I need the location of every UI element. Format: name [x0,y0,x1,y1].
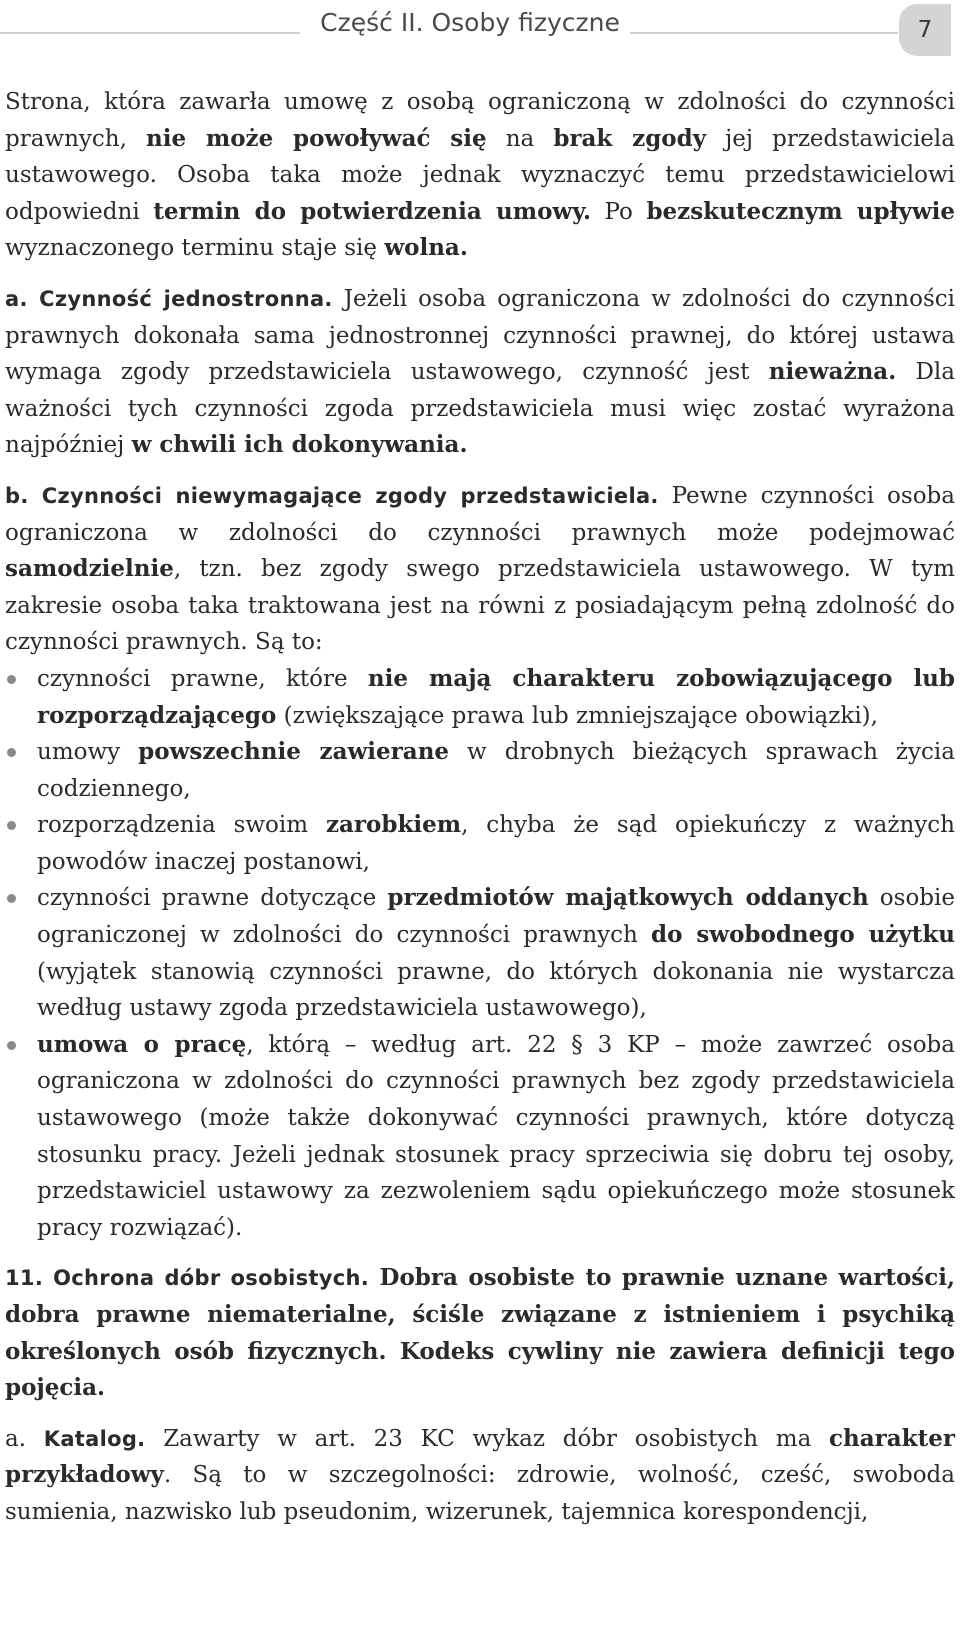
bullet-icon [7,1041,16,1050]
text: czynności prawne, które [37,665,368,692]
bold-text: samodzielnie [5,555,174,583]
text: (zwiększające prawa lub zmniejszające obowiązki), [276,702,878,729]
bold-text: w chwili ich dokonywania. [131,431,468,459]
subheading: a. Czynność jednostronna. [5,286,333,311]
text: Dobra osobiste to prawnie uznane wartości, dobra prawne niematerialne, ściśle związane z istnieniem i psychiką określonych osób fizycznych. Kodeks cywliny nie zawiera definicji tego pojęcia. [5,1264,956,1402]
page-number-tab [899,4,951,56]
bold-text: do swobodnego użytku [651,921,955,949]
text: Pewne czynności osoba ograniczona w zdolności do czynności prawnych może podejmować [5,482,955,546]
text: . Są to w szczegolności: zdrowie, wolność, cześć, swoboda sumienia, nazwisko lub pseudonim, wizerunek, tajemnica korespondencji, [5,1462,955,1525]
text: a. [5,1425,44,1452]
bold-text: nieważna. [768,358,897,386]
text: , tzn. bez zgody swego przedstawiciela ustawowego. W tym zakresie osoba taka traktowana jest na równi z posiadającym pełną zdolność do czynności prawnych. Są to: [5,556,955,656]
list-item [5,661,955,734]
bullet-icon [7,748,16,757]
text: Zawarty w art. 23 KC wykaz dóbr osobistych ma [145,1425,830,1452]
bullet-list [5,661,955,1247]
bold-text: nie mają charakteru zobowiązującego lub rozporządzającego [37,664,955,729]
text: czynności prawne dotyczące [37,885,388,912]
text: na [486,125,554,152]
text: wyznaczonego terminu staje się [5,235,385,262]
page-number: 7 [917,17,933,43]
text: w drobnych bieżących sprawach życia codziennego, [37,739,955,802]
text: Po [590,198,647,225]
list-item [5,734,955,807]
text: Jeżeli osoba ograniczona w zdolności do czynności prawnych dokonała sama jednostronnej czynności prawnej, do której ustawa wymaga zgody przedstawiciela ustawowego, czynność jest [5,285,955,386]
text: (wyjątek stanowią czynności prawne, do których dokonania nie wystarcza według ustawy zgoda przedstawiciela ustawowego), [37,958,955,1022]
bold-text: bezskutecznym upływie [646,197,955,225]
text: umowy [37,739,139,766]
text: Dla ważności tych czynności zgoda przedstawiciela musi więc zostać wyrażona najpóźniej [5,359,955,459]
subheading: b. Czynności niewymagające zgody przedstawiciela. [5,483,659,508]
header-rule-right [630,32,898,34]
list-item [5,880,955,1026]
text: jej przedstawiciela ustawowego. Osoba taka może jednak wyznaczyć temu przedstawicielowi odpowiedni [5,125,955,225]
paragraph-acts-without-consent [5,478,955,661]
bold-text: umowa o pracę [37,1030,247,1058]
bullet-icon [7,821,16,830]
list-item [5,1027,955,1247]
paragraph-unilateral-act [5,281,955,464]
text: Strona, która zawarła umowę z osobą ograniczoną w zdolności do czynności prawnych, [5,89,955,152]
running-header: Część II. Osoby fizyczne [320,8,620,37]
bold-text: nie może powoływać się [146,124,487,152]
bold-text: powszechnie zawierane [138,738,450,766]
text: rozporządzenia swoim [37,812,326,839]
list-item [5,807,955,880]
page-body [5,84,955,1531]
section-heading: 11. Ochrona dóbr osobistych. [5,1266,370,1291]
text: , chyba że sąd opiekuńczy z ważnych powodów inaczej postanowi, [37,812,955,875]
paragraph-catalog [5,1421,955,1531]
bullet-icon [7,894,16,903]
bold-text: brak zgody [553,124,707,152]
bold-text: wolna. [384,234,468,262]
bold-text: charakter przykładowy [5,1424,955,1489]
subheading: Katalog. [43,1426,146,1451]
header-rule-left [0,32,300,34]
bold-text: przedmiotów majątkowych oddanych [387,884,869,912]
section-personal-rights [5,1260,955,1406]
bold-text: termin do potwierdzenia umowy. [153,197,591,225]
paragraph-consent-deadline [5,84,955,267]
text: osobie ograniczonej w zdolności do czynności prawnych [37,885,955,949]
bullet-icon [7,675,16,684]
bold-text: zarobkiem [325,811,462,839]
text: , którą – według art. 22 § 3 KP – może zawrzeć osoba ograniczona w zdolności do czynności prawnych bez zgody przedstawiciela ustawowego (może także dokonywać czynności prawnych, które dotyczą stosunku pracy. Jeżeli jednak stosunek pracy sprzeciwia się dobru tej osoby, przedstawiciel ustawowy za zezwoleniem sądu opiekuńczego może stosunek pracy rozwiązać). [37,1031,955,1241]
